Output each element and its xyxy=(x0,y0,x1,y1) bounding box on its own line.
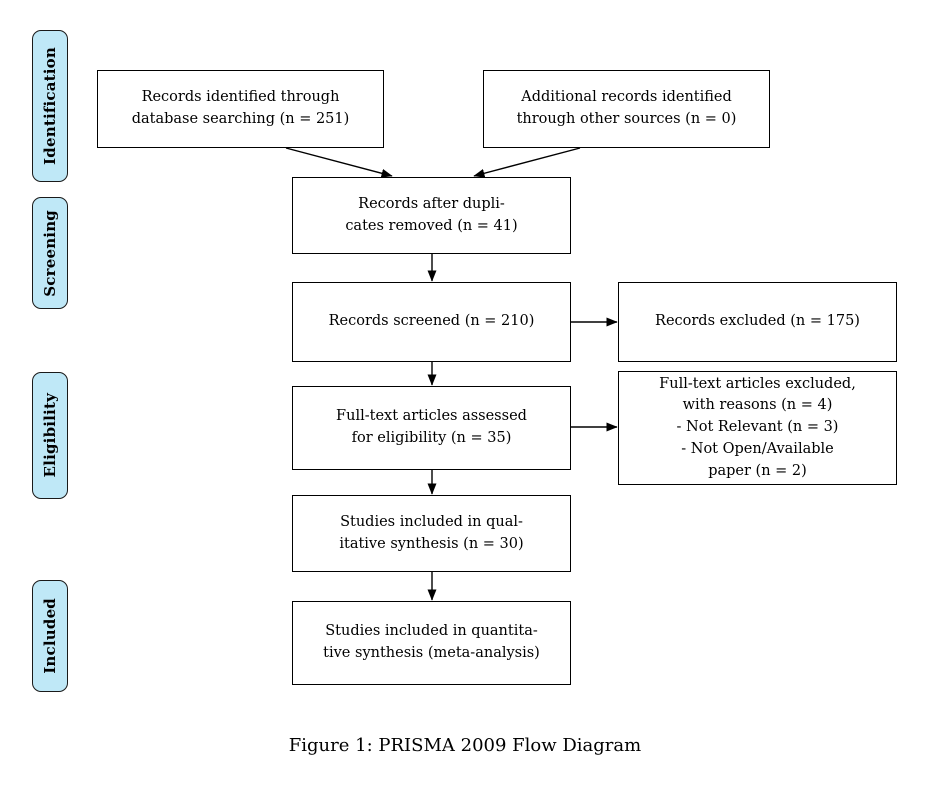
box-fulltext-assessed xyxy=(292,386,571,470)
figure-caption: Figure 1: PRISMA 2009 Flow Diagram xyxy=(288,735,642,756)
box-additional-records-line2: through other sources (n = 0) xyxy=(516,111,737,127)
box-quantitative-synthesis-line1: Studies included in quantita- xyxy=(325,623,538,640)
stage-label-identification xyxy=(32,30,68,182)
box-fulltext-excluded xyxy=(618,371,897,485)
box-qualitative-synthesis-line1: Studies included in qual- xyxy=(340,513,523,530)
box-qualitative-synthesis-line2: itative synthesis (n = 30) xyxy=(339,535,524,552)
box-additional-records-line1: Additional records identified xyxy=(521,89,732,106)
box-additional-records xyxy=(483,70,770,148)
box-duplicates-removed-line1: Records after dupli- xyxy=(358,195,505,212)
box-fulltext-excluded-line2: with reasons (n = 4) xyxy=(682,397,833,414)
box-qualitative-synthesis xyxy=(292,495,571,572)
stage-label-screening-text: Screening xyxy=(41,209,59,297)
box-records-screened-line1: Records screened (n = 210) xyxy=(328,313,535,330)
box-records-identified-line2: database searching (n = 251) xyxy=(131,111,350,127)
stage-label-included-text: Included xyxy=(41,598,59,674)
box-fulltext-excluded-line1: Full-text articles excluded, xyxy=(659,375,856,392)
stage-label-included xyxy=(32,580,68,692)
stage-label-eligibility xyxy=(32,372,68,499)
box-fulltext-assessed-line2: for eligibility (n = 35) xyxy=(351,430,512,446)
box-fulltext-excluded-line4: - Not Open/Available xyxy=(681,440,834,457)
stage-label-identification-text: Identification xyxy=(41,47,59,165)
box-records-screened xyxy=(292,282,571,362)
stage-label-eligibility-text: Eligibility xyxy=(41,393,59,478)
stage-label-screening xyxy=(32,197,68,309)
box-fulltext-excluded-line3: - Not Relevant (n = 3) xyxy=(676,419,839,436)
box-quantitative-synthesis xyxy=(292,601,571,685)
box-duplicates-removed xyxy=(292,177,571,254)
box-records-excluded-line1: Records excluded (n = 175) xyxy=(655,313,860,330)
box-records-excluded xyxy=(618,282,897,362)
box-quantitative-synthesis-line2: tive synthesis (meta-analysis) xyxy=(323,645,540,661)
box-records-identified xyxy=(97,70,384,148)
box-records-identified-line1: Records identified through xyxy=(141,89,340,106)
box-fulltext-excluded-line5: paper (n = 2) xyxy=(708,462,807,479)
box-fulltext-assessed-line1: Full-text articles assessed xyxy=(336,408,527,425)
box-duplicates-removed-line2: cates removed (n = 41) xyxy=(345,217,518,234)
